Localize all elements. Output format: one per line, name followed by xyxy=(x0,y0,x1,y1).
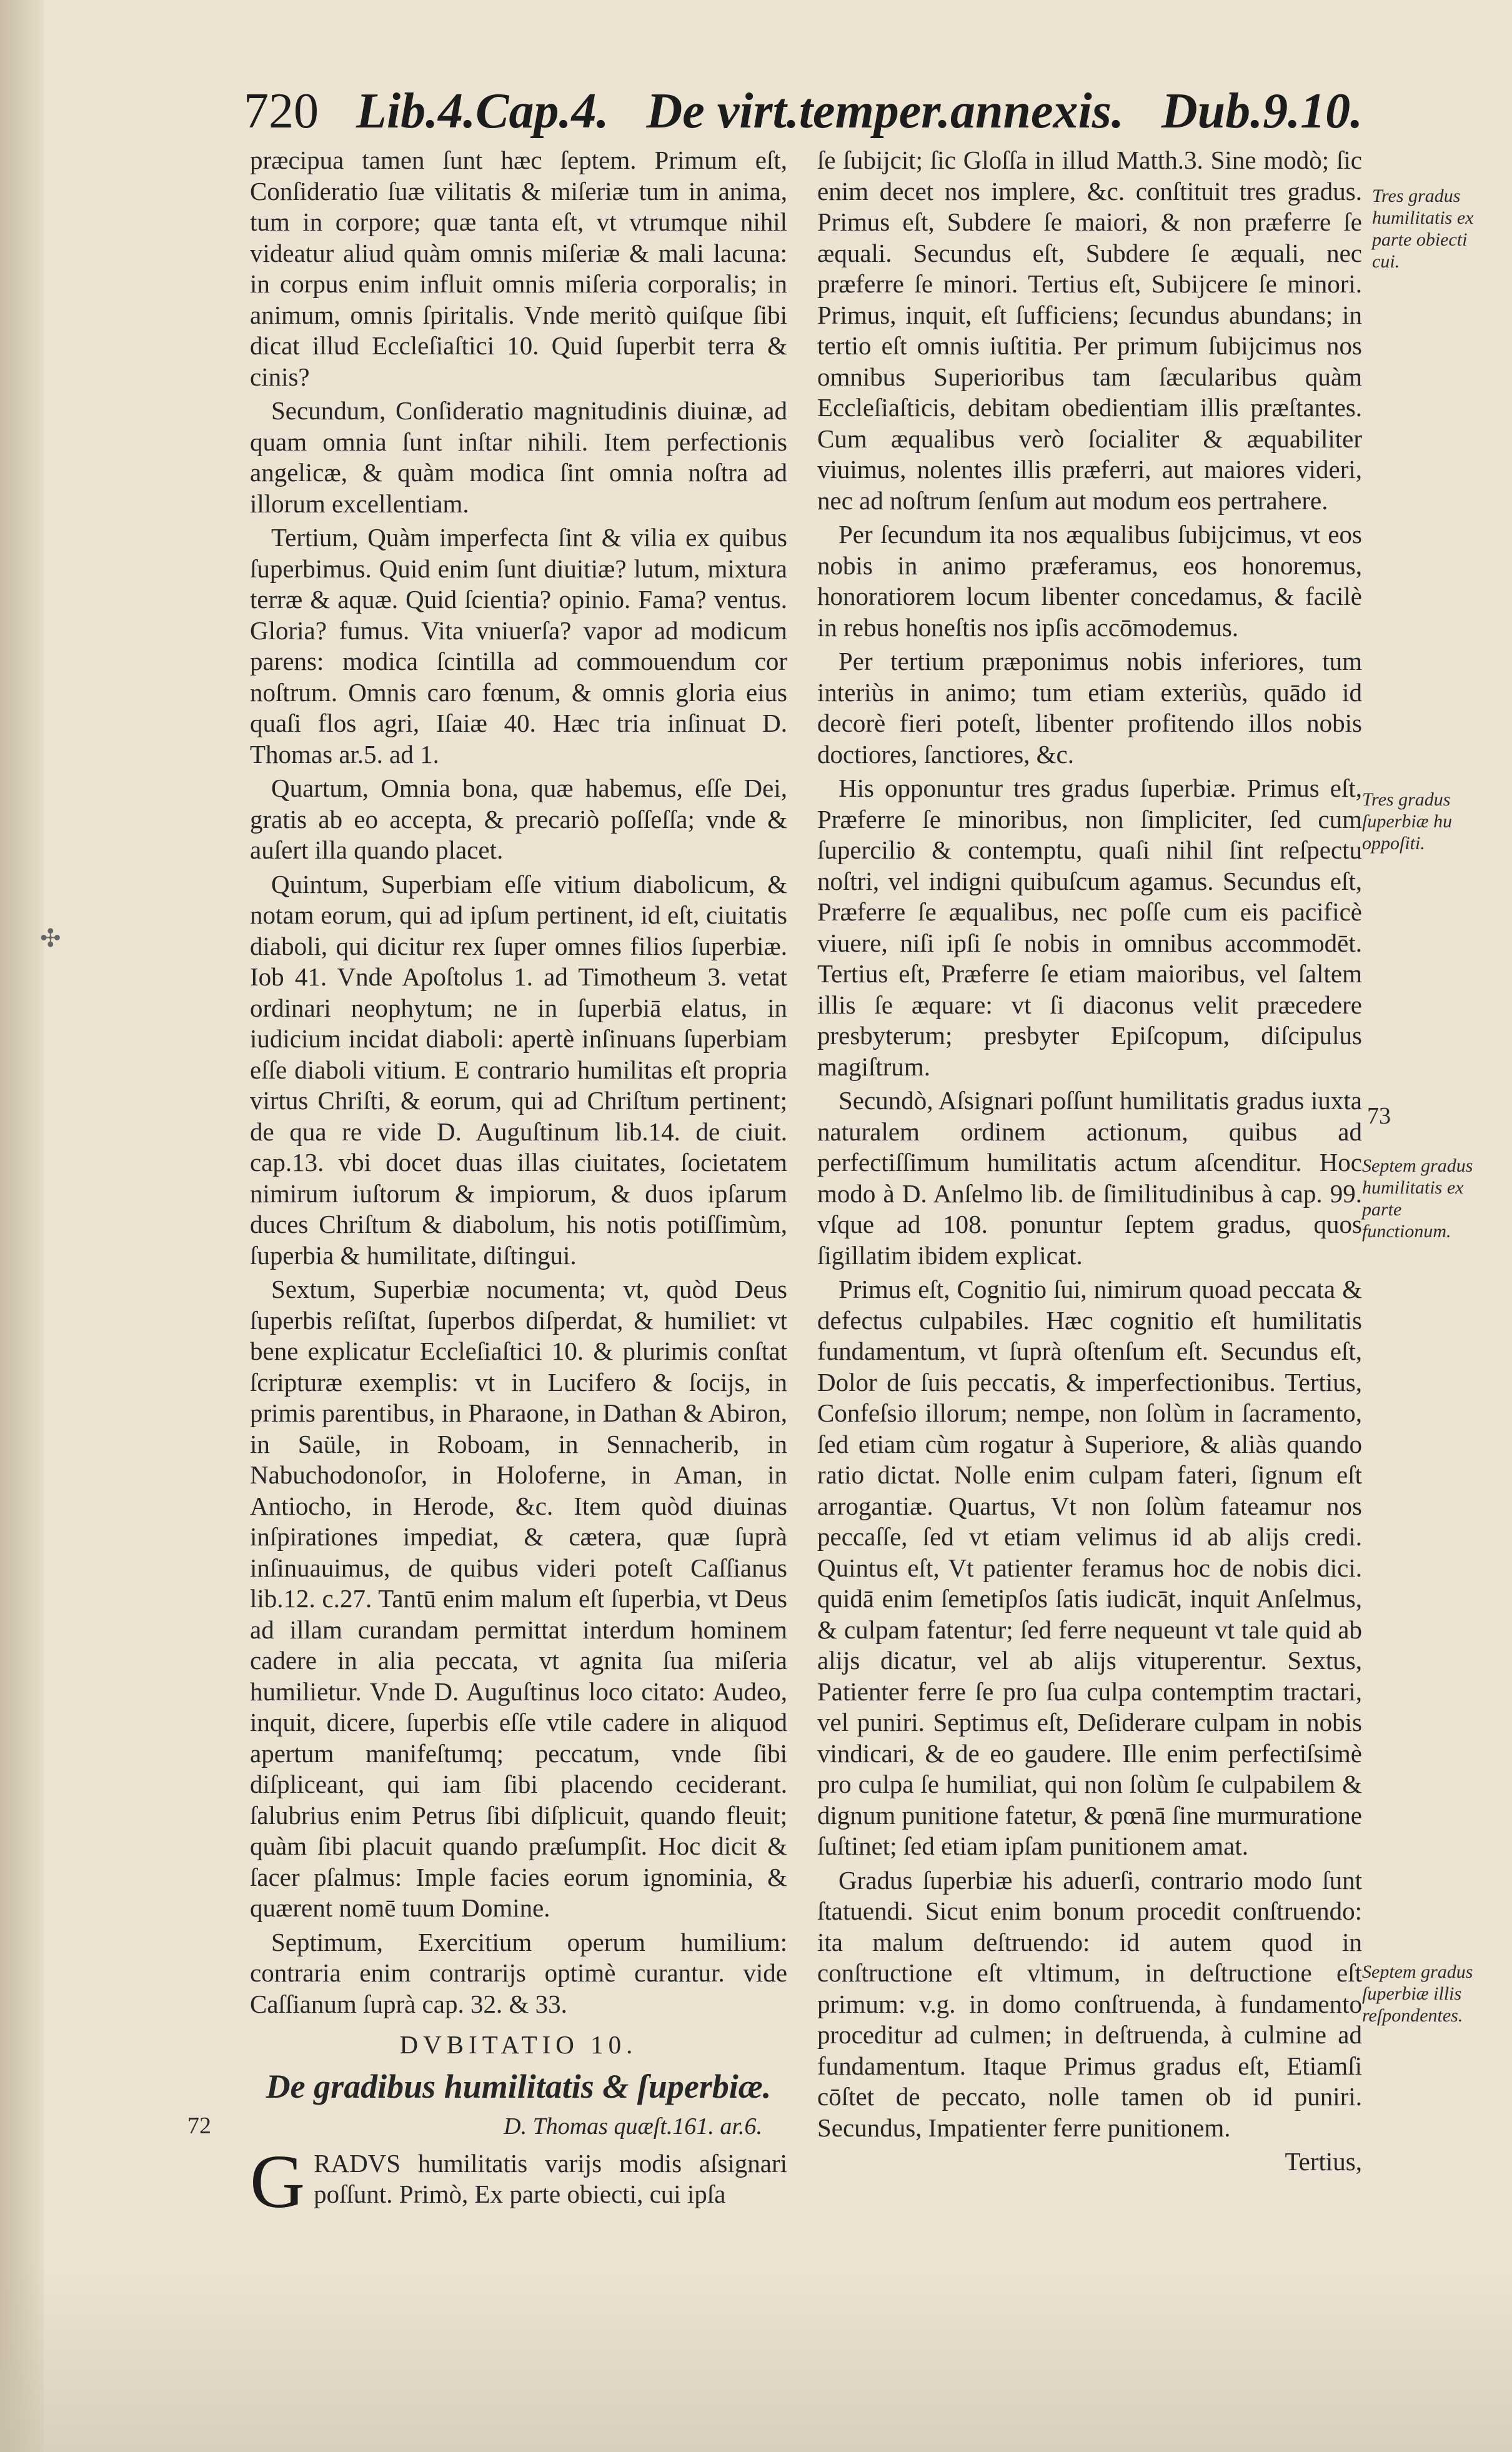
dubitatio-reference: D. Thomas quæſt.161. ar.6. xyxy=(504,2113,762,2140)
margin-note-4: Septem gradus ſuperbiæ illis reſpondentes. xyxy=(1362,1961,1473,2026)
left-paragraph-2: Secundum, Conſideratio magnitudinis diuinæ, ad quam omnia ſunt inſtar nihili. Item perfectionis angelicæ, & quàm modica ſint omnia noſtra ad illorum excellentiam. xyxy=(250,396,787,518)
right-paragraph-3: Per tertium præponimus nobis inferiores, tum interiùs in animo; tum etiam exteriùs, quādo id decorè fieri poteſt, libenter profitendo illos nobis doctiores, ſanctiores, &c. xyxy=(817,647,1362,769)
left-paragraph-7: Septimum, Exercitium operum humilium: contraria enim contrarijs optimè curantur. vide Caſſianum ſuprà cap. 32. & 33. xyxy=(250,1927,787,2018)
dubium-range: Dub.9.10. xyxy=(1161,84,1363,139)
page-gutter-shadow xyxy=(0,0,44,2452)
drop-cap: G xyxy=(250,2139,306,2224)
page-number: 720 xyxy=(244,84,319,139)
running-head xyxy=(244,80,1363,142)
margin-ornament-icon: ✣ xyxy=(40,924,61,952)
left-paragraph-1: præcipua tamen ſunt hæc ſeptem. Primum eſt, Conſideratio ſuæ vilitatis & miſeriæ tum in anima, tum in corpore; quæ tanta eſt, vt vtrumque nihil videatur aliud quàm omnis miſeriæ & mali lacuna: in corpus enim influit omnis miſeria corporalis; in animum, omnis ſpiritalis. Vnde meritò quiſque ſibi dicat illud Eccleſiaſtici 10. Quid ſuperbit terra & cinis? xyxy=(250,146,787,391)
book-chapter: Lib.4.Cap.4. xyxy=(356,84,609,139)
dubitatio-title: De gradibus humilitatis & ſuperbiæ. xyxy=(266,2067,772,2105)
dubitatio-opening-paragraph xyxy=(250,2139,787,2224)
left-paragraph-4: Quartum, Omnia bona, quæ habemus, eſſe Dei, gratis ab eo accepta, & precariò poſſeſſa; vnde & auſert illa quando placet. xyxy=(250,774,787,864)
right-paragraph-6: Primus eſt, Cognitio ſui, nimirum quoad peccata & defectus culpabiles. Hæc cognitio eſt humilitatis fundamentum, vt ſuprà oſtenſum eſt. Secundus eſt, Dolor de ſuis peccatis, & imperfectionibus. Tertius, Confeſsio illorum; nempe, non ſolùm in ſacramento, ſed etiam cùm rogatur à Superiore, & aliàs quando ratio dictat. Nolle enim culpam fateri, ſignum eſt arrogantiæ. Quartus, Vt non ſolùm fateamur nos peccaſſe, ſed vt etiam velimus id ab alijs credi. Quintus eſt, Vt patienter feramus hoc de nobis dici. quidā enim ſemetipſos ſatis iudicāt, inquit Anſelmus, & culpam fatentur; ſed ferre nequeunt vt tale quid ab alijs dicatur, vel ab alijs vituperentur. Sextus, Patienter ferre ſe pro ſua culpa contemptim tractari, vel puniri. Septimus eſt, Deſiderare culpam in nobis vindicari, & de eo gaudere. Ille enim perfectiſsimè pro culpa ſe humiliat, qui non ſolùm ſe culpabilem & dignum punitione fatetur, & pœnā ſine murmuratione ſuſtinet; ſed etiam ipſam punitionem amat. xyxy=(817,1275,1362,1860)
page-foot-shading xyxy=(0,2265,1512,2452)
section-marker-72: 72 xyxy=(187,2113,211,2139)
margin-note-3: Septem gradus humilitatis ex parte functionum. xyxy=(1362,1155,1473,1242)
left-paragraph-5: Quintum, Superbiam eſſe vitium diabolicum, & notam eorum, qui ad ipſum pertinent, id eſt, ciuitatis diaboli, qui dicitur rex ſuper omnes filios ſuperbiæ. Iob 41. Vnde Apoſtolus 1. ad Timotheum 3. vetat ordinari neophytum; ne in ſuperbiā elatus, in iudicium incidat diaboli: apertè inſinuans ſuperbiam eſſe diaboli vitium. E contrario humilitas eſt propria virtus Chriſti, & eorum, qui ad Chriſtum pertinent; de qua re vide D. Auguſtinum lib.14. de ciuit. cap.13. vbi docet duas illas ciuitates, ſocietatem nimirum iuſtorum & impiorum, & duos ipſarum duces Chriſtum & diabolum, his notis potiſſimùm, ſuperbia & humilitate, diſtingui. xyxy=(250,869,787,1270)
running-topic: De virt.temper.annexis. xyxy=(646,84,1124,139)
right-paragraph-4: His opponuntur tres gradus ſuperbiæ. Primus eſt, Præferre ſe minoribus, non ſimpliciter, ſed cum ſupercilio & contemptu, quaſi nihil ſint reſpectu noſtri, vel indigni quibuſcum agamus. Secundus eſt, Præferre ſe æqualibus, nec poſſe cum eis pacificè viuere, niſi ipſi ſe nobis in omnibus accommodēt. Tertius eſt, Præferre ſe etiam maioribus, vel ſaltem illis ſe æquare: vt ſi diaconus velit præcedere presbyterum; presbyter Epiſcopum, diſcipulus magiſtrum. xyxy=(817,774,1362,1081)
left-column xyxy=(250,145,787,2224)
dubitatio-heading: DVBITATIO 10. xyxy=(399,2030,638,2059)
right-paragraph-2: Per ſecundum ita nos æqualibus ſubijcimus, vt eos nobis in animo præferamus, eos honoremus, honoratiorem locum libenter concedamus, & facilè in rebus honeſtis nos ipſis accōmodemus. xyxy=(817,520,1362,642)
right-paragraph-1: ſe ſubijcit; ſic Gloſſa in illud Matth.3. Sine modò; ſic enim decet nos implere, &c. conſtituit tres gradus. Primus eſt, Subdere ſe maiori, & non præferre ſe æquali. Secundus eſt, Subdere ſe æquali, nec præferre ſe minori. Tertius eſt, Subijcere ſe minori. Primus, inquit, eſt ſufficiens; ſecundus abundans; in tertio eſt omnis iuſtitia. Per primum ſubijcimus nos omnibus Superioribus tam ſæcularibus quàm Eccleſiaſticis, debitam obedientiam illis præſtantes. Cum æqualibus verò ſocialiter & æquabiliter viuimus, nolentes illis præferri, aut maiores videri, nec ad noſtrum ſenſum aut modum eos pertrahere. xyxy=(817,146,1362,515)
opening-text: RADVS humilitatis varijs modis aſsignari poſſunt. Primò, Ex parte obiecti, cui ipſa xyxy=(314,2148,787,2208)
left-paragraph-3: Tertium, Quàm imperfecta ſint & vilia ex quibus ſuperbimus. Quid enim ſunt diuitiæ? lutum, mixtura terræ & aquæ. Quid ſcientia? opinio. Fama? ventus. Gloria? fumus. Vita vniuerſa? vapor ad modicum parens: modica ſcintilla ad commouendum cor noſtrum. Omnis caro fœnum, & omnis gloria eius quaſi flos agri, Iſaiæ 40. Hæc tria inſinuat D. Thomas ar.5. ad 1. xyxy=(250,523,787,769)
margin-note-2: Tres gradus ſuperbiæ hu oppoſiti. xyxy=(1362,789,1453,854)
right-paragraph-5: Secundò, Aſsignari poſſunt humilitatis gradus iuxta naturalem ordinem actionum, quibus ad perfectiſſimum humilitatis actum aſcenditur. Hoc modo à D. Anſelmo lib. de ſimilitudinibus à cap. 99. vſque ad 108. ponuntur ſeptem gradus, quos ſigillatim ibidem explicat. xyxy=(817,1086,1362,1270)
left-paragraph-6: Sextum, Superbiæ nocumenta; vt, quòd Deus ſuperbis reſiſtat, ſuperbos diſperdat, & humiliet: vt bene explicatur Eccleſiaſtici 10. & plurimis conſtat ſcripturæ exemplis: vt in Lucifero & ſocijs, in primis parentibus, in Pharaone, in Dathan & Abiron, in Saüle, in Roboam, in Sennacherib, in Nabuchodonoſor, in Holoferne, in Aman, in Antiocho, in Herode, &c. Item quòd diuinas inſpirationes impediat, & cætera, quæ ſuprà inſinuauimus, de quibus videri poteſt Caſſianus lib.12. c.27. Tantū enim malum eſt ſuperbia, vt Deus ad illam curandam permittat interdum hominem cadere in alia peccata, vt agnita ſua miſeria humilietur. Vnde D. Auguſtinus loco citato: Audeo, inquit, dicere, ſuperbis eſſe vtile cadere in aliquod apertum manifeſtumq; peccatum, vnde ſibi diſpliceant, qui iam ſibi placendo ceciderant. ſalubrius enim Petrus ſibi diſplicuit, quando fleuit; quàm ſibi placuit quando præſumpſit. Hoc dicit & ſacer pſalmus: Imple facies eorum ignominia, & quærent nomē tuum Domine. xyxy=(250,1275,787,1922)
margin-note-1: Tres gradus humilitatis ex parte obiecti cui. xyxy=(1372,186,1474,272)
right-paragraph-7: Gradus ſuperbiæ his aduerſi, contrario modo ſunt ſtatuendi. Sicut enim bonum procedit conſtruendo: ita malum deſtruendo: id autem quod in conſtructione eſt vltimum, in deſtructione eſt primum: v.g. in domo conſtruenda, à fundamento proceditur ad culmen; in deſtruenda, à culmine ad fundamentum. Itaque Primus gradus eſt, Etiamſi cōſtet de peccato, nolle tamen ob id puniri. Secundus, Impatienter ferre punitionem. xyxy=(817,1865,1362,2142)
right-column xyxy=(817,145,1362,2181)
catchword: Tertius, xyxy=(1285,2147,1362,2176)
section-marker-73: 73 xyxy=(1367,1103,1391,1129)
